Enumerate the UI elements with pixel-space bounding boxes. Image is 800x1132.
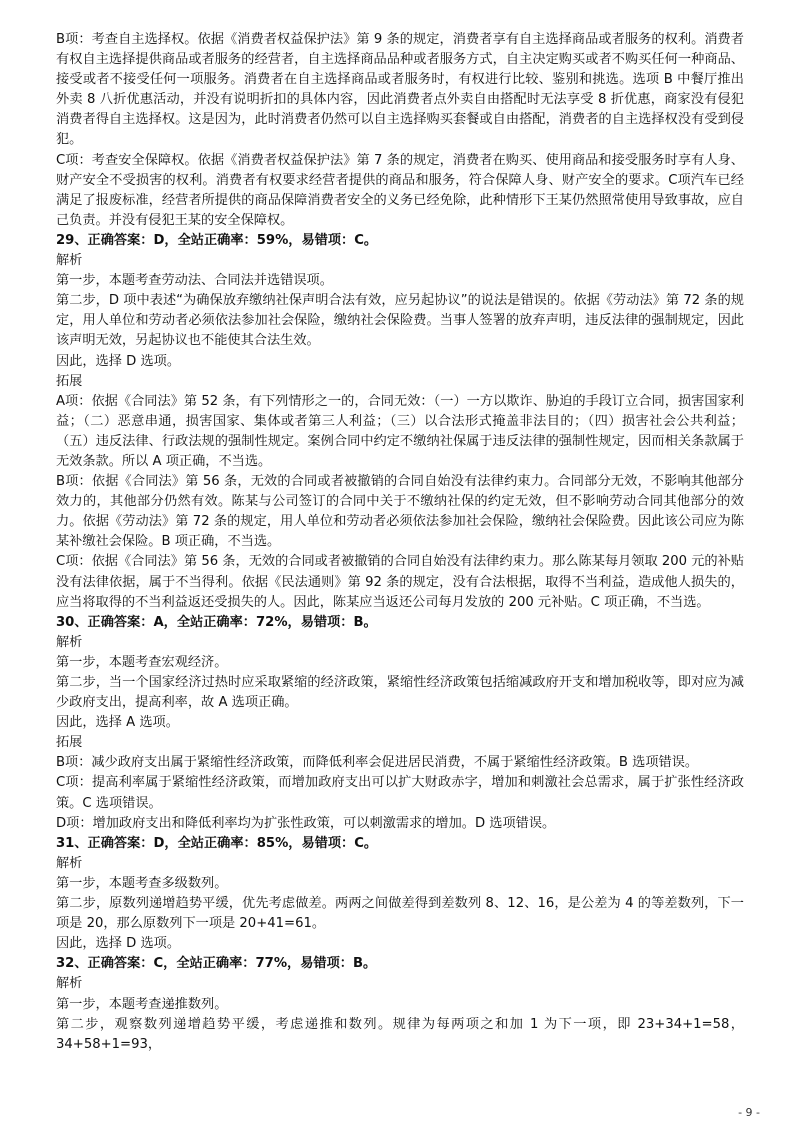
q32-answer-heading: 32、正确答案：C，全站正确率：77%，易错项：B。 <box>56 956 377 972</box>
analysis-label: 解析 <box>56 976 83 992</box>
option-c-paragraph: C项：提高利率属于紧缩性经济政策，而增加政府支出可以扩大财政赤字，增加和刺激社会总需求，属于扩张性经济政策。C 选项错误。 <box>56 775 744 811</box>
option-a-paragraph: A项：依据《合同法》第 52 条，有下列情形之一的，合同无效：（一）一方以欺诈、胁迫的手段订立合同，损害国家利益；（二）恶意串通，损害国家、集体或者第三人利益；（三）以合法形式掩盖非法目的；（四）损害社会公共利益；（五）违反法律、行政法规的强制性规定。案例合同中约定不缴纳社保属于违反法律的强制性规定，因而相关条款属于无效条款。所以 A 项正确，不当选。 <box>56 393 744 469</box>
analysis-label: 解析 <box>56 855 83 871</box>
q29-answer-heading: 29、正确答案：D，全站正确率：59%，易错项：C。 <box>56 232 378 248</box>
option-c-paragraph: C项：考查安全保障权。依据《消费者权益保护法》第 7 条的规定，消费者在购买、使用商品和接受服务时享有人身、财产安全不受损害的权利。消费者有权要求经营者提供的商品和服务，符合保障人身、财产安全的要求。C项汽车已经满足了报废标准，经营者所提供的商品保障消费者安全的义务已经免除，此种情形下王某仍然照常使用导致事故，应自己负责。并没有侵犯王某的安全保障权。 <box>56 152 744 228</box>
analysis-label: 解析 <box>56 634 83 650</box>
extension-label: 拓展 <box>56 373 83 389</box>
q31-answer-heading: 31、正确答案：D，全站正确率：85%，易错项：C。 <box>56 835 378 851</box>
step-two: 第二步，当一个国家经济过热时应采取紧缩的经济政策，紧缩性经济政策包括缩减政府开支和增加税收等，即对应为减少政府支出，提高利率，故 A 选项正确。 <box>56 675 744 711</box>
q30-answer-heading: 30、正确答案：A，全站正确率：72%，易错项：B。 <box>56 614 377 630</box>
extension-label: 拓展 <box>56 735 83 751</box>
conclusion: 因此，选择 A 选项。 <box>56 715 179 731</box>
step-two: 第二步，D 项中表述“为确保放弃缴纳社保声明合法有效，应另起协议”的说法是错误的。依据《劳动法》第 72 条的规定，用人单位和劳动者必须依法参加社会保险，缴纳社会保险费。当事人签署的放弃声明，违反法律的强制规定，因此该声明无效，另起协议也不能使其合法生效。 <box>56 293 744 349</box>
step-one: 第一步，本题考查递推数列。 <box>56 996 228 1012</box>
analysis-label: 解析 <box>56 253 83 269</box>
page-number: - 9 - <box>738 1106 760 1119</box>
option-d-paragraph: D项：增加政府支出和降低利率均为扩张性政策，可以刺激需求的增加。D 选项错误。 <box>56 815 556 831</box>
step-one: 第一步，本题考查多级数列。 <box>56 875 228 891</box>
option-c-paragraph: C项：依据《合同法》第 56 条，无效的合同或者被撤销的合同自始没有法律约束力。那么陈某每月领取 200 元的补贴没有法律依据，属于不当得利。依据《民法通则》第 92 条的规定，没有合法根据，取得不当利益，造成他人损失的，应当将取得的不当利益返还受损失的人。因此，陈某应当返还公司每月发放的 200 元补贴。C 项正确，不当选。 <box>56 554 744 610</box>
step-two: 第二步，观察数列递增趋势平缓，考虑递推和数列。规律为每两项之和加 1 为下一项，即 23+34+1=58，34+58+1=93， <box>56 1016 744 1052</box>
option-b-paragraph: B项：考查自主选择权。依据《消费者权益保护法》第 9 条的规定，消费者享有自主选择商品或者服务的权利。消费者有权自主选择提供商品或者服务的经营者，自主选择商品品种或者服务方式，自主决定购买或者不购买任何一种商品、接受或者不接受任何一项服务。消费者在自主选择商品或者服务时，有权进行比较、鉴别和挑选。选项 B 中餐厅推出外卖 8 八折优惠活动，并没有说明折扣的具体内容，因此消费者点外卖自由搭配时无法享受 8 折优惠，商家没有侵犯消费者得自主选择权。这是因为，此时消费者仍然可以自主选择购买套餐或自由搭配，消费者的自主选择权没有受到侵犯。 <box>56 32 744 148</box>
step-two: 第二步，原数列递增趋势平缓，优先考虑做差。两两之间做差得到差数列 8、12、16，是公差为 4 的等差数列，下一项是 20，那么原数列下一项是 20+41=61。 <box>56 896 744 932</box>
option-b-paragraph: B项：减少政府支出属于紧缩性经济政策，而降低利率会促进居民消费，不属于紧缩性经济政策。B 选项错误。 <box>56 755 699 771</box>
step-one: 第一步，本题考查宏观经济。 <box>56 654 228 670</box>
conclusion: 因此，选择 D 选项。 <box>56 936 181 952</box>
step-one: 第一步，本题考查劳动法、合同法并选错误项。 <box>56 273 333 289</box>
conclusion: 因此，选择 D 选项。 <box>56 353 181 369</box>
option-b-paragraph: B项：依据《合同法》第 56 条，无效的合同或者被撤销的合同自始没有法律约束力。合同部分无效，不影响其他部分效力的，其他部分仍然有效。陈某与公司签订的合同中关于不缴纳社保的约定无效，但不影响劳动合同其他部分的效力。依据《劳动法》第 72 条的规定，用人单位和劳动者必须依法参加社会保险，缴纳社会保险费。因此该公司应为陈某补缴社会保险。B 项正确，不当选。 <box>56 474 744 550</box>
